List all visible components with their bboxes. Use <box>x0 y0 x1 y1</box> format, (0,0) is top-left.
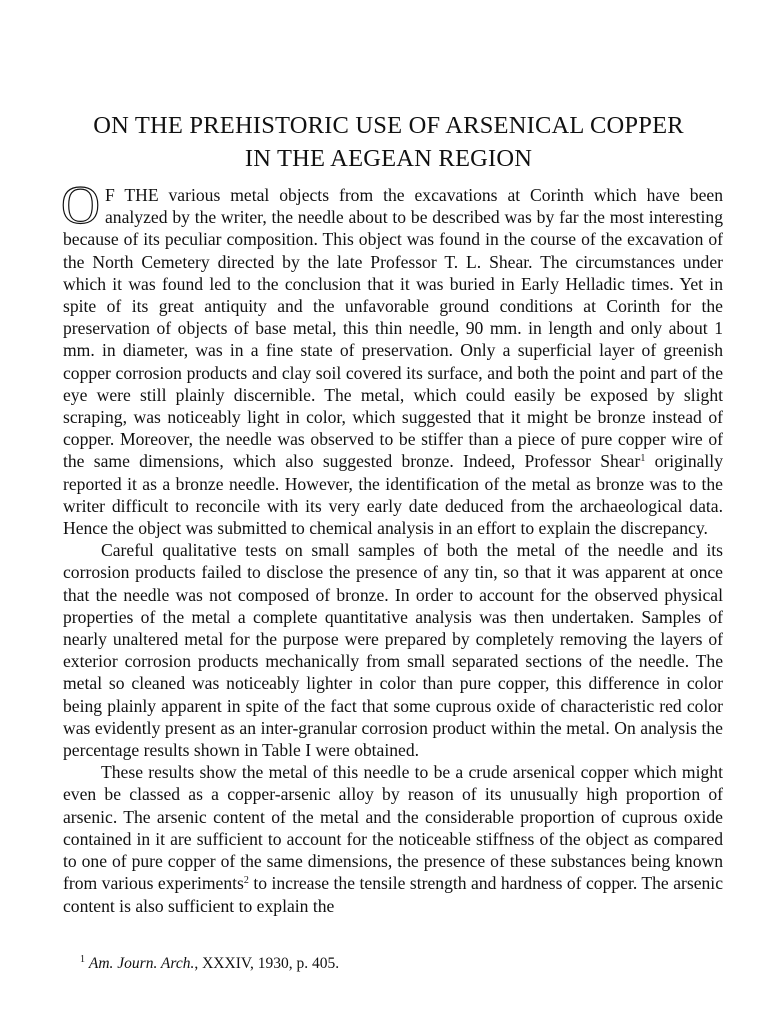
paragraph-3-text-b: to increase the tensile strength and hardness of copper. The arsenic content is also sufficient to explain the <box>63 873 724 916</box>
footnote-ref-1: 1 <box>640 453 646 465</box>
footnote-rest: , XXXIV, 1930, p. 405. <box>194 955 340 972</box>
paragraph-1-text-b: originally reported it as a bronze needle. However, the identification of the metal as bronze was to the writer difficult to reconcile with its very early date deduced from the archaeological data. Hence the object was submitted to chemical analysis in an effort to explain the discrepancy. <box>63 451 723 539</box>
paragraph-3 <box>63 761 723 916</box>
paragraph-1 <box>61 175 723 539</box>
footnote-ref-2: 2 <box>243 875 249 887</box>
paragraph-2: Careful qualitative tests on small samples of both the metal of the needle and its corrosion products failed to disclose the presence of any tin, so that it was apparent at once that the needle was not composed of bronze. In order to account for the observed physical properties of the metal a complete quantitative analysis was then undertaken. Samples of nearly unaltered metal for the purpose were prepared by completely removing the layers of exterior corrosion products mechanically from small separated sections of the needle. The metal so cleaned was noticeably lighter in color than pure copper, this difference in color being plainly apparent in spite of the fact that some cuprous oxide of characteristic red color was evidently present as an inter-granular corrosion product within the metal. On analysis the percentage results shown in Table I were obtained. <box>63 540 723 761</box>
article-body <box>61 175 724 917</box>
title-line-2: IN THE AEGEAN REGION <box>244 145 533 172</box>
article-title <box>40 109 737 175</box>
paragraph-1-text-a: various metal objects from the excavations at Corinth which have been analyzed by the writer, the needle about to be described was by far the most interesting because of its peculiar composition. This object was found in the course of the excavation of the North Cemetery directed by the late Professor T. L. Shear. The circumstances under which it was found led to the conclusion that it was buried in Early Helladic times. Yet in spite of its great antiquity and the unfavorable ground conditions at Corinth for the preservation of objects of base metal, this thin needle, 90 mm. in length and only about 1 mm. in diameter, was in a fine state of preservation. Only a superficial layer of greenish copper corrosion products and clay soil covered its surface, and both the point and part of the eye were still plainly discernible. The metal, which could easily be exposed by slight scraping, was noticeably light in color, which suggested that it might be bronze instead of copper. Moreover, the needle was observed to be stiffer than a piece of pure copper wire of the same dimensions, which also suggested bronze. Indeed, Professor Shear <box>63 185 723 472</box>
footnote-source: Am. Journ. Arch. <box>88 955 195 972</box>
lead-words: F THE <box>105 185 159 205</box>
drop-cap: O <box>61 175 100 235</box>
footnote <box>80 954 680 974</box>
paragraph-3-text-a: These results show the metal of this needle to be a crude arsenical copper which might even be classed as a copper-arsenic alloy by reason of its unusually high proportion of arsenic. The arsenic content of the metal and the considerable proportion of cuprous oxide contained in it are sufficient to account for the noticeable stiffness of the object as compared to one of pure copper of the same dimensions, the presence of these substances being known from various experiments <box>63 762 723 894</box>
title-line-1: ON THE PREHISTORIC USE OF ARSENICAL COPPER <box>93 112 684 139</box>
footnote-mark: 1 <box>80 954 85 965</box>
